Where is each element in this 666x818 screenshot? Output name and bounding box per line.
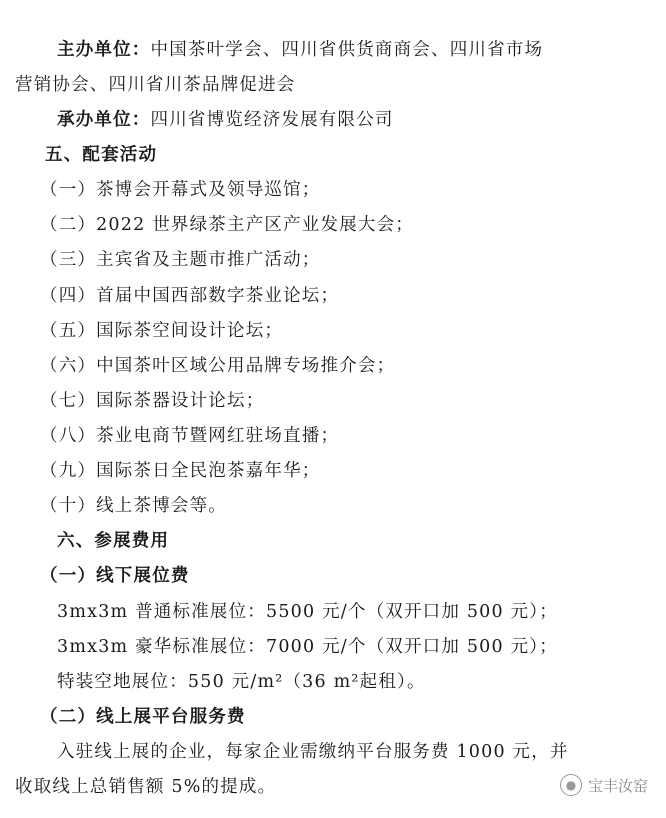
section6-heading: 六、参展费用 xyxy=(57,531,170,551)
host-label: 主办单位： xyxy=(57,40,151,60)
activity-item: （一）茶博会开幕式及领导巡馆； xyxy=(40,180,321,200)
host-value-line2: 营销协会、四川省川茶品牌促进会 xyxy=(15,75,296,95)
activity-item: （八）茶业电商节暨网红驻场直播； xyxy=(40,426,340,446)
activity-item: （四）首届中国西部数字茶业论坛； xyxy=(40,286,340,306)
watermark xyxy=(560,774,648,796)
undertaker-value: 四川省博览经济发展有限公司 xyxy=(150,110,394,130)
fee-item: 3mx3m 豪华标准展位：7000 元/个（双开口加 500 元）； xyxy=(57,637,558,657)
online-fee-line1: 入驻线上展的企业，每家企业需缴纳平台服务费 1000 元，并 xyxy=(57,742,569,762)
online-fee-heading: （二）线上展平台服务费 xyxy=(40,707,246,727)
activity-item: （二）2022 世界绿茶主产区产业发展大会； xyxy=(40,215,414,235)
activity-item: （十）线上茶博会等。 xyxy=(40,496,227,516)
activity-item: （三）主宾省及主题市推广活动； xyxy=(40,250,321,270)
activity-item: （七）国际茶器设计论坛； xyxy=(40,391,265,411)
activity-item: （六）中国茶叶区域公用品牌专场推介会； xyxy=(40,356,396,376)
fee-item: 3mx3m 普通标准展位：5500 元/个（双开口加 500 元）； xyxy=(57,602,558,622)
host-paragraph xyxy=(57,38,543,62)
online-fee-line2: 收取线上总销售额 5%的提成。 xyxy=(15,777,277,797)
section5-heading: 五、配套活动 xyxy=(45,145,158,165)
host-value-line1: 中国茶叶学会、四川省供货商商会、四川省市场 xyxy=(150,40,544,60)
watermark-text: 宝丰汝窑 xyxy=(587,776,648,795)
undertaker-label: 承办单位： xyxy=(57,110,151,130)
activity-item: （九）国际茶日全民泡茶嘉年华； xyxy=(40,461,321,481)
undertaker-paragraph xyxy=(57,108,394,132)
wechat-icon: ● xyxy=(560,774,582,796)
offline-fee-heading: （一）线下展位费 xyxy=(40,566,190,586)
fee-item: 特装空地展位：550 元/m²（36 m²起租）。 xyxy=(57,672,426,692)
activity-item: （五）国际茶空间设计论坛； xyxy=(40,321,284,341)
